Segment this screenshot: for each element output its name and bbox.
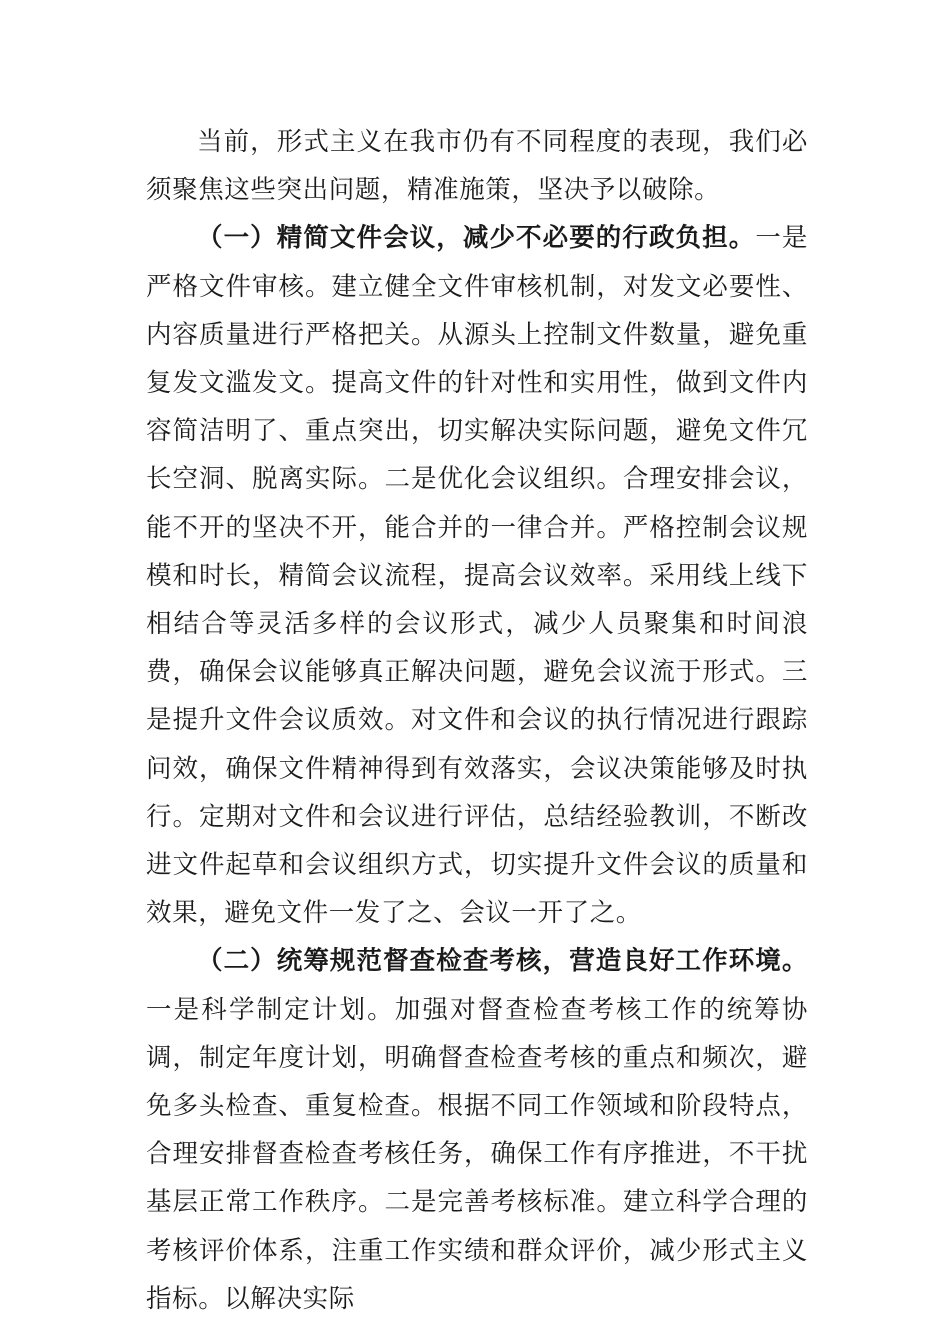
section-two-heading: （二）统筹规范督查检查考核，营造良好工作环境。 — [197, 946, 808, 977]
intro-paragraph — [146, 118, 808, 214]
intro-paragraph-text: 当前，形式主义在我市仍有不同程度的表现，我们必须聚焦这些突出问题，精准施策，坚决予以破除。 — [146, 127, 808, 206]
section-one-heading: （一）精简文件会议，减少不必要的行政负担。 — [197, 223, 756, 254]
section-one-paragraph — [146, 214, 808, 937]
section-two-paragraph — [146, 937, 808, 1323]
section-two-text: 一是科学制定计划。加强对督查检查考核工作的统筹协调，制定年度计划，明确督查检查考核的重点和频次，避免多头检查、重复检查。根据不同工作领域和阶段特点，合理安排督查检查考核任务，确保工作有序推进，不干扰基层正常工作秩序。二是完善考核标准。建立科学合理的考核评价体系，注重工作实绩和群众评价，减少形式主义指标。以解决实际 — [146, 994, 808, 1314]
section-one-text: 一是严格文件审核。建立健全文件审核机制，对发文必要性、内容质量进行严格把关。从源头上控制文件数量，避免重复发文滥发文。提高文件的针对性和实用性，做到文件内容简洁明了、重点突出，切实解决实际问题，避免文件冗长空洞、脱离实际。二是优化会议组织。合理安排会议，能不开的坚决不开，能合并的一律合并。严格控制会议规模和时长，精简会议流程，提高会议效率。采用线上线下相结合等灵活多样的会议形式，减少人员聚集和时间浪费，确保会议能够真正解决问题，避免会议流于形式。三是提升文件会议质效。对文件和会议的执行情况进行跟踪问效，确保文件精神得到有效落实，会议决策能够及时执行。定期对文件和会议进行评估，总结经验教训，不断改进文件起草和会议组织方式，切实提升文件会议的质量和效果，避免文件一发了之、会议一开了之。 — [146, 223, 808, 929]
document-body — [146, 118, 808, 1323]
